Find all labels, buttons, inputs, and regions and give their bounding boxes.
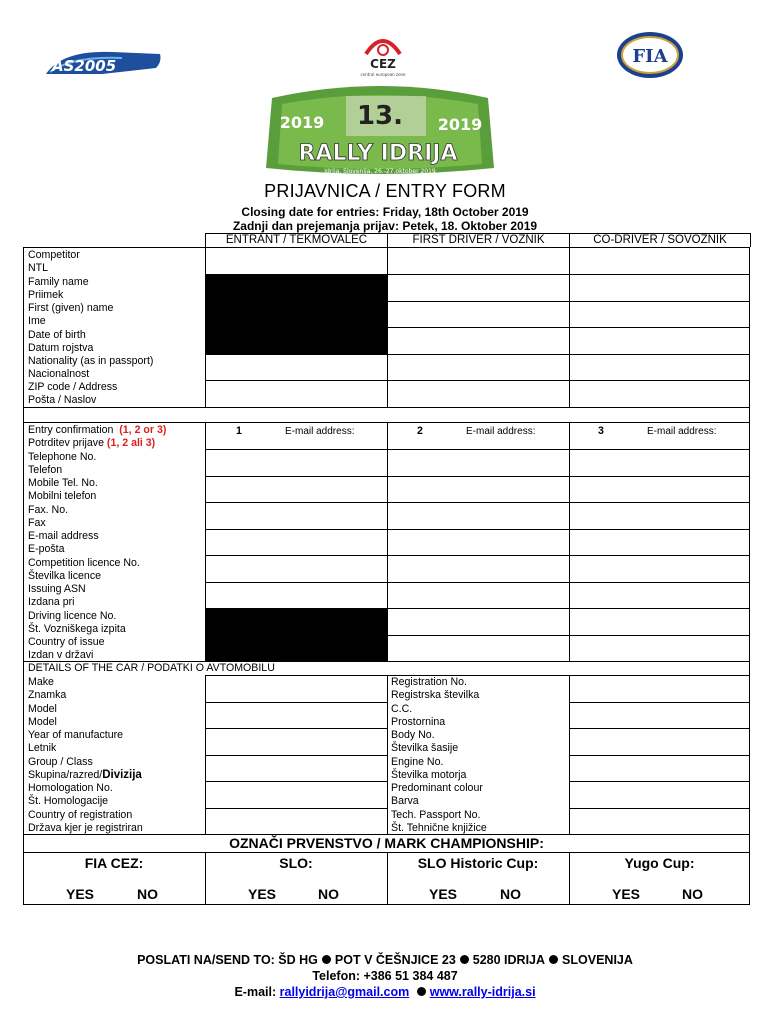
row-entry-confirmation: Entry confirmation (1, 2 or 3) Potrditev prijave (1, 2 ali 3): [28, 424, 167, 450]
confirm-mail-1: E-mail address:: [285, 426, 355, 437]
cup-slo-historic: SLO Historic Cup:: [417, 855, 539, 871]
car-make: Make Znamka: [28, 676, 67, 702]
redacted-cell: [206, 328, 387, 354]
cup-fia-cez: FIA CEZ:: [84, 855, 144, 871]
footer-address: POSLATI NA/SEND TO: ŠD HG POT V ČEŠNJICE 23 5280 IDRIJA SLOVENIJA: [137, 953, 633, 967]
as2005-logo: [42, 44, 164, 84]
cup-yugo: Yugo Cup:: [624, 855, 695, 871]
row-driving-licence: Driving licence No. Št. Vozniškega izpita: [28, 610, 126, 636]
fia-no-option[interactable]: NO: [137, 886, 158, 902]
row-competitor: Competitor NTL: [28, 249, 80, 275]
email-link[interactable]: rallyidrija@gmail.com: [279, 985, 410, 999]
footer-contacts: E-mail: rallyidrija@gmail.com www.rally-idrija.si: [234, 985, 536, 999]
row-email: E-mail address E-pošta: [28, 530, 99, 556]
redacted-cell: [206, 302, 387, 327]
row-first-name: First (given) name Ime: [28, 302, 114, 328]
row-family-name: Family name Priimek: [28, 276, 89, 302]
redacted-cell: [206, 275, 387, 301]
redacted-cell: [206, 609, 387, 635]
car-engine: Engine No. Številka motorja: [391, 756, 467, 782]
car-year: Year of manufacture Letnik: [28, 729, 124, 755]
col-entrant: ENTRANT / TEKMOVALEC: [225, 234, 368, 246]
bullet-icon: [322, 955, 331, 964]
svg-text:2019: 2019: [279, 113, 325, 132]
bullet-icon: [417, 987, 426, 996]
row-date-of-birth: Date of birth Datum rojstva: [28, 329, 94, 355]
svg-text:CEZ: CEZ: [370, 57, 396, 71]
svg-text:2019: 2019: [437, 115, 483, 134]
col-codriver: CO-DRIVER / SOVOZNIK: [593, 234, 727, 246]
confirm-mail-3: E-mail address:: [647, 426, 717, 437]
cez-logo: [352, 28, 414, 80]
confirm-num-2: 2: [417, 425, 423, 437]
slo-no-option[interactable]: NO: [318, 886, 339, 902]
historic-no-option[interactable]: NO: [500, 886, 521, 902]
svg-text:FIA: FIA: [632, 46, 668, 67]
car-country-registration: Country of registration Država kjer je registriran: [28, 809, 143, 835]
car-registration: Registration No. Registrska številka: [391, 676, 480, 702]
bullet-icon: [460, 955, 469, 964]
rally-idrija-logo: [262, 80, 498, 180]
yugo-yes-option[interactable]: YES: [612, 886, 641, 902]
car-group: Group / Class Skupina/razred/Divizija: [28, 756, 142, 782]
championship-heading: OZNAČI PRVENSTVO / MARK CHAMPIONSHIP:: [229, 835, 544, 851]
svg-text:RALLY IDRIJA: RALLY IDRIJA: [298, 141, 458, 166]
historic-yes-option[interactable]: YES: [429, 886, 458, 902]
footer-phone: Telefon: +386 51 384 487: [312, 969, 458, 983]
form-title: PRIJAVNICA / ENTRY FORM: [264, 181, 506, 201]
confirm-num-1: 1: [236, 425, 242, 437]
confirm-num-3: 3: [598, 425, 604, 437]
car-homologation: Homologation No. Št. Homologacije: [28, 782, 113, 808]
bullet-icon: [549, 955, 558, 964]
svg-text:AS2005: AS2005: [52, 57, 117, 75]
closing-date-si: Zadnji dan prejemanja prijav: Petek, 18. Oktober 2019: [232, 219, 538, 233]
closing-date-en: Closing date for entries: Friday, 18th October 2019: [241, 205, 529, 219]
car-model: Model Model: [28, 703, 57, 729]
car-heading: DETAILS OF THE CAR / PODATKI O AVTOMOBILU: [28, 662, 275, 674]
slo-yes-option[interactable]: YES: [248, 886, 277, 902]
car-body: Body No. Številka šasije: [391, 729, 459, 755]
redacted-cell: [206, 636, 387, 661]
row-mobile: Mobile Tel. No. Mobilni telefon: [28, 477, 98, 503]
fia-logo: [614, 30, 686, 80]
svg-text:central european zone: central european zone: [360, 72, 406, 77]
svg-text:13.: 13.: [356, 101, 404, 131]
row-nationality: Nationality (as in passport) Nacionalnost: [28, 355, 154, 381]
row-address: ZIP code / Address Pošta / Naslov: [28, 381, 118, 407]
car-passport: Tech. Passport No. Št. Tehnične knjižice: [391, 809, 487, 835]
svg-text:Idrija, Slovenija, 26.-27.okto: Idrija, Slovenija, 26.-27.oktober 2019: [324, 168, 436, 175]
cup-slo: SLO:: [279, 855, 313, 871]
row-country-of-issue: Country of issue Izdan v državi: [28, 636, 105, 662]
car-colour: Predominant colour Barva: [391, 782, 483, 808]
confirm-mail-2: E-mail address:: [466, 426, 536, 437]
website-link[interactable]: www.rally-idrija.si: [429, 985, 536, 999]
row-asn: Issuing ASN Izdana pri: [28, 583, 86, 609]
row-telephone: Telephone No. Telefon: [28, 451, 97, 477]
yugo-no-option[interactable]: NO: [682, 886, 703, 902]
fia-yes-option[interactable]: YES: [66, 886, 95, 902]
row-fax: Fax. No. Fax: [28, 504, 69, 530]
car-cc: C.C. Prostornina: [391, 703, 446, 729]
col-driver: FIRST DRIVER / VOZNIK: [412, 234, 545, 246]
row-licence: Competition licence No. Številka licence: [28, 557, 140, 583]
